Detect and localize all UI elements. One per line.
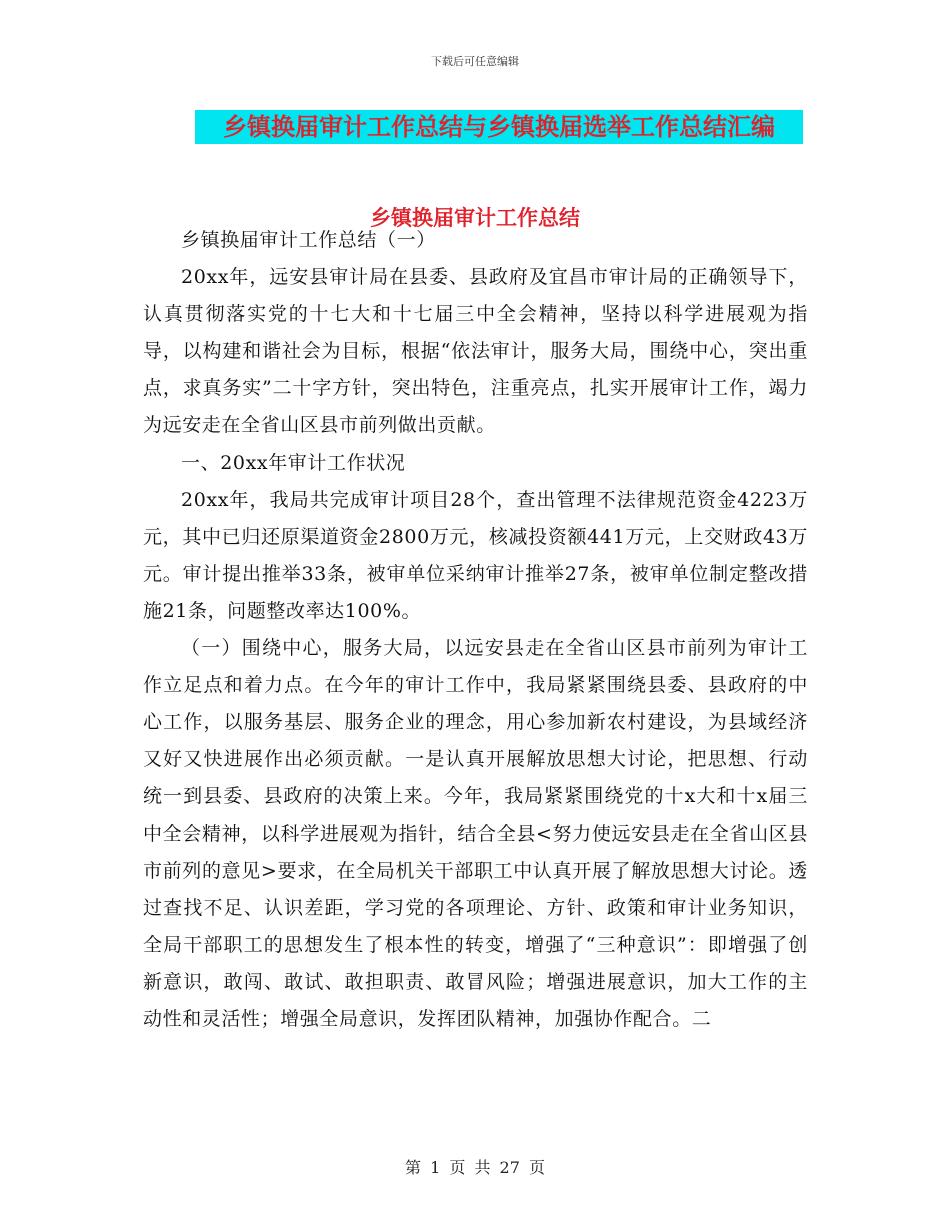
section-title: 乡镇换届审计工作总结 [370,206,580,230]
document-title: 乡镇换届审计工作总结与乡镇换届选举工作总结汇编 [223,113,775,141]
paragraph-heading: 乡镇换届审计工作总结（一） [181,229,436,251]
page-number: 第 1 页 共 27 页 [405,1158,545,1177]
paragraph: 20xx年，远安县审计局在县委、县政府及宜昌市审计局的正确领导下，认真贯彻落实党的十七大和十七届三中全会精神，坚持以科学进展观为指导，以构建和谐社会为目标，根据“依法审计，服务大局，围绕中心，突出重点，求真务实”二十字方针，突出特色，注重亮点，扎实开展审计工作，竭力为远安走在全省山区县市前列做出贡献。 [143,266,808,437]
paragraph-heading: 一、20xx年审计工作状况 [181,451,406,474]
document-title-highlight [195,110,803,144]
paragraph: 20xx年，我局共完成审计项目28个，查出管理不法律规范资金4223万元，其中已归还原渠道资金2800万元，核减投资额441万元，上交财政43万元。审计提出推举33条，被审单位采纳审计推举27条，被审单位制定整改措施21条，问题整改率达100%。 [143,488,808,622]
header-note: 下载后可任意编辑 [431,55,519,68]
paragraph: （一）围绕中心，服务大局，以远安县走在全省山区县市前列为审计工作立足点和着力点。在今年的审计工作中，我局紧紧围绕县委、县政府的中心工作，以服务基层、服务企业的理念，用心参加新农村建设，为县域经济又好又快进展作出必须贡献。一是认真开展解放思想大讨论，把思想、行动统一到县委、县政府的决策上来。今年，我局紧紧围绕党的十x大和十x届三中全会精神，以科学进展观为指针，结合全县<努力使远安县走在全省山区县市前列的意见>要求，在全局机关干部职工中认真开展了解放思想大讨论。透过查找不足、认识差距，学习党的各项理论、方针、政策和审计业务知识，全局干部职工的思想发生了根本性的转变，增强了“三种意识”：即增强了创新意识，敢闯、敢试、敢担职责、敢冒风险；增强进展意识，加大工作的主动性和灵活性；增强全局意识，发挥团队精神，加强协作配合。二 [143,637,808,1030]
document-body [143,222,808,1038]
